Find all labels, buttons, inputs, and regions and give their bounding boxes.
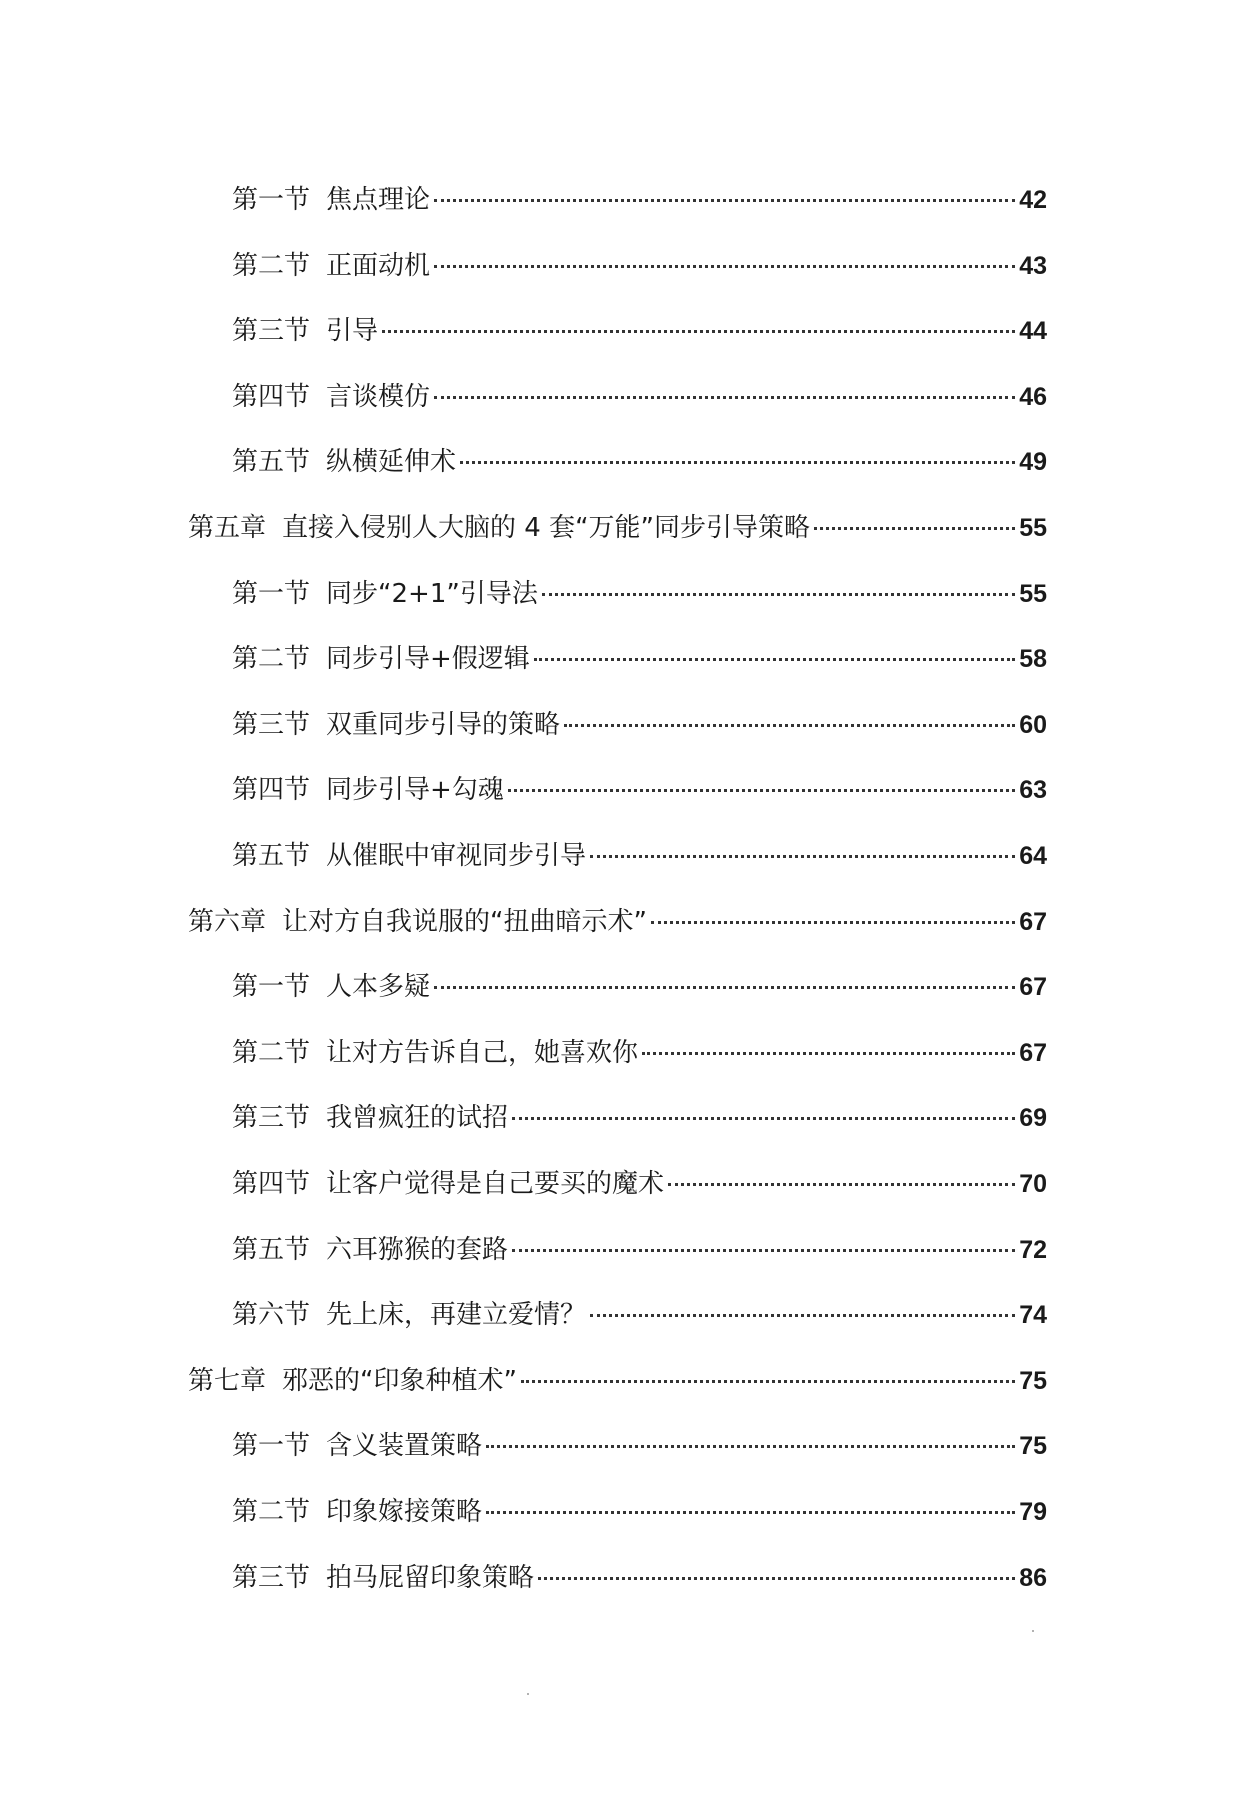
page-number: 43 [1019, 252, 1047, 280]
section-title: 先上床，再建立爱情？ [326, 1300, 587, 1330]
page-number: 55 [1019, 514, 1047, 542]
dot-leader [590, 1314, 1015, 1317]
toc-section-entry [232, 249, 1047, 283]
section-label: 第五节 [232, 841, 311, 871]
toc-section-entry [232, 1233, 1047, 1267]
section-label: 第二节 [232, 1038, 311, 1068]
chapter-label: 第六章 [188, 907, 267, 937]
toc-section-entry [232, 1298, 1047, 1332]
section-title: 焦点理论 [326, 185, 431, 215]
chapter-label: 第五章 [188, 513, 267, 543]
page-number: 74 [1019, 1301, 1047, 1329]
toc-section-entry [232, 970, 1047, 1004]
dot-leader [512, 1249, 1015, 1252]
toc-chapter-entry [188, 511, 1047, 545]
section-title: 言谈模仿 [326, 382, 431, 412]
page-number: 67 [1019, 908, 1047, 936]
chapter-title: 直接入侵别人大脑的 4 套“万能”同步引导策略 [282, 513, 811, 543]
section-label: 第一节 [232, 185, 311, 215]
page-number: 69 [1019, 1104, 1047, 1132]
section-title: 让客户觉得是自己要买的魔术 [326, 1169, 665, 1199]
section-label: 第三节 [232, 1103, 311, 1133]
section-title: 引导 [326, 316, 379, 346]
dot-leader [642, 1052, 1015, 1055]
dot-leader [486, 1445, 1015, 1448]
page-number: 75 [1019, 1367, 1047, 1395]
section-label: 第三节 [232, 710, 311, 740]
toc-section-entry [232, 773, 1047, 807]
dot-leader [508, 789, 1015, 792]
dot-leader [534, 658, 1015, 661]
page-number: 75 [1019, 1432, 1047, 1460]
section-title: 印象嫁接策略 [326, 1497, 483, 1527]
page-number: 44 [1019, 317, 1047, 345]
toc-chapter-entry [188, 905, 1047, 939]
section-title: 正面动机 [326, 251, 431, 281]
toc-section-entry [232, 708, 1047, 742]
dot-leader [434, 199, 1015, 202]
dot-leader [521, 1380, 1015, 1383]
section-title: 拍马屁留印象策略 [326, 1563, 535, 1593]
section-title: 双重同步引导的策略 [326, 710, 561, 740]
page-number: 49 [1019, 448, 1047, 476]
section-title: 同步“2+1”引导法 [326, 579, 538, 609]
section-label: 第一节 [232, 1431, 311, 1461]
section-title: 纵横延伸术 [326, 447, 457, 477]
section-label: 第二节 [232, 644, 311, 674]
page-number: 60 [1019, 711, 1047, 739]
dot-leader [814, 527, 1015, 530]
dot-leader [486, 1511, 1015, 1514]
section-label: 第五节 [232, 447, 311, 477]
section-title: 人本多疑 [326, 972, 431, 1002]
dot-leader [460, 461, 1015, 464]
section-label: 第三节 [232, 316, 311, 346]
chapter-label: 第七章 [188, 1366, 267, 1396]
section-label: 第二节 [232, 1497, 311, 1527]
dot-leader [651, 921, 1015, 924]
toc-section-entry [232, 1167, 1047, 1201]
section-title: 我曾疯狂的试招 [326, 1103, 509, 1133]
page-number: 55 [1019, 580, 1047, 608]
dot-leader [564, 724, 1015, 727]
toc-section-entry [232, 577, 1047, 611]
section-title: 含义装置策略 [326, 1431, 483, 1461]
section-label: 第三节 [232, 1563, 311, 1593]
section-title: 六耳猕猴的套路 [326, 1235, 509, 1265]
page-number: 64 [1019, 842, 1047, 870]
section-label: 第四节 [232, 775, 311, 805]
page-number: 67 [1019, 973, 1047, 1001]
section-title: 同步引导+假逻辑 [326, 644, 530, 674]
dot-leader [590, 855, 1015, 858]
toc-section-entry [232, 1429, 1047, 1463]
toc-section-entry [232, 642, 1047, 676]
toc-section-entry [232, 445, 1047, 479]
section-label: 第一节 [232, 972, 311, 1002]
scan-speck [527, 1693, 529, 1695]
page-number: 46 [1019, 383, 1047, 411]
dot-leader [434, 396, 1015, 399]
toc-section-entry [232, 183, 1047, 217]
chapter-title: 邪恶的“印象种植术” [282, 1366, 517, 1396]
chapter-title: 让对方自我说服的“扭曲暗示术” [282, 907, 647, 937]
dot-leader [434, 986, 1015, 989]
toc-section-entry [232, 1495, 1047, 1529]
page-number: 72 [1019, 1236, 1047, 1264]
toc-chapter-entry [188, 1364, 1047, 1398]
toc-section-entry [232, 380, 1047, 414]
page-number: 67 [1019, 1039, 1047, 1067]
dot-leader [538, 1577, 1015, 1580]
page-number: 86 [1019, 1564, 1047, 1592]
page-number: 63 [1019, 776, 1047, 804]
section-label: 第六节 [232, 1300, 311, 1330]
toc-section-entry [232, 839, 1047, 873]
section-title: 从催眠中审视同步引导 [326, 841, 587, 871]
toc-section-entry [232, 1036, 1047, 1070]
page-number: 58 [1019, 645, 1047, 673]
toc-section-entry [232, 1561, 1047, 1595]
page-number: 42 [1019, 186, 1047, 214]
dot-leader [382, 330, 1015, 333]
dot-leader [512, 1117, 1015, 1120]
toc-section-entry [232, 1101, 1047, 1135]
section-label: 第二节 [232, 251, 311, 281]
toc-section-entry [232, 314, 1047, 348]
section-label: 第四节 [232, 382, 311, 412]
section-title: 让对方告诉自己，她喜欢你 [326, 1038, 639, 1068]
scan-speck [1032, 1630, 1034, 1632]
section-label: 第四节 [232, 1169, 311, 1199]
dot-leader [668, 1183, 1015, 1186]
page-number: 79 [1019, 1498, 1047, 1526]
section-title: 同步引导+勾魂 [326, 775, 504, 805]
section-label: 第五节 [232, 1235, 311, 1265]
section-label: 第一节 [232, 579, 311, 609]
dot-leader [434, 265, 1015, 268]
dot-leader [542, 593, 1015, 596]
page-number: 70 [1019, 1170, 1047, 1198]
